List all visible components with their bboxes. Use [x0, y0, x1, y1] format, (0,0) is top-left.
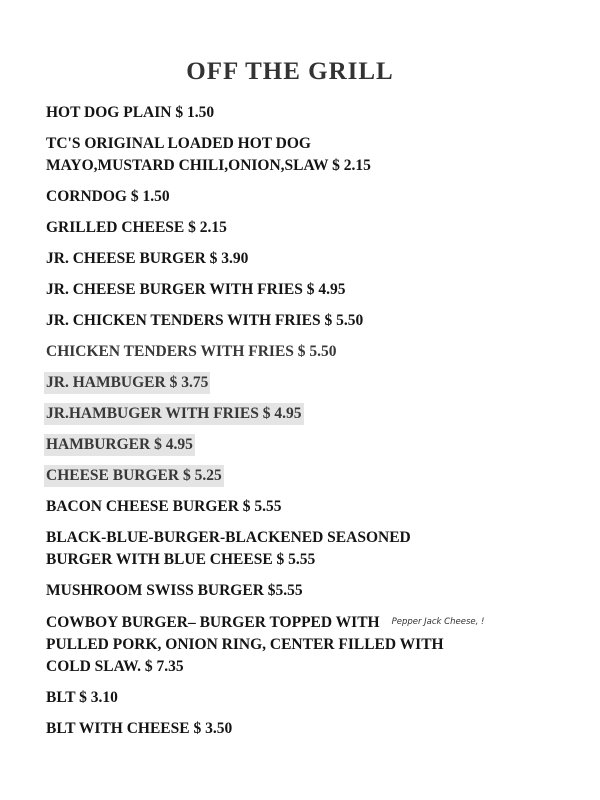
menu-item-jr-hambuger — [46, 372, 591, 394]
menu-item-text: JR. HAMBUGER $ 3.75 — [44, 372, 210, 394]
menu-item-text: HAMBURGER $ 4.95 — [44, 434, 195, 456]
menu-item-text: JR.HAMBUGER WITH FRIES $ 4.95 — [44, 403, 304, 425]
menu-item-text: TC'S ORIGINAL LOADED HOT DOG — [46, 135, 311, 152]
menu-item-text: COLD SLAW. $ 7.35 — [46, 658, 184, 675]
menu-item-text: BLACK-BLUE-BURGER-BLACKENED SEASONED — [46, 529, 411, 546]
handwritten-note: Pepper Jack Cheese, ! — [391, 617, 485, 627]
menu-item-bacon-cheese-burger — [46, 496, 591, 518]
menu-item-text: BURGER WITH BLUE CHEESE $ 5.55 — [46, 551, 316, 568]
menu-item-jr-hambuger-fries — [46, 403, 591, 425]
menu-item-text: MAYO,MUSTARD CHILI,ONION,SLAW $ 2.15 — [46, 157, 371, 174]
menu-item-black-blue-burger — [46, 527, 591, 571]
menu-item-blt-cheese — [46, 718, 591, 740]
menu-item-hamburger — [46, 434, 591, 456]
menu-item-text: GRILLED CHEESE $ 2.15 — [46, 219, 227, 236]
menu-list — [46, 102, 591, 749]
menu-item-text: BLT WITH CHEESE $ 3.50 — [46, 720, 233, 737]
menu-item-text: PULLED PORK, ONION RING, CENTER FILLED WITH — [46, 636, 444, 653]
menu-item-text: CORNDOG $ 1.50 — [46, 188, 170, 205]
menu-item-blt — [46, 687, 591, 709]
menu-item-text: JR. CHICKEN TENDERS WITH FRIES $ 5.50 — [46, 312, 364, 329]
menu-item-cowboy-burger — [46, 611, 591, 678]
page-title: OFF THE GRILL — [186, 58, 394, 85]
menu-item-cheese-burger — [46, 465, 591, 487]
menu-item-loaded-hot-dog — [46, 133, 591, 177]
menu-item-chicken-tenders-fries — [46, 341, 591, 363]
menu-item-mushroom-swiss-burger — [46, 580, 591, 602]
menu-item-text: BLT $ 3.10 — [46, 689, 118, 706]
menu-item-text: JR. CHEESE BURGER WITH FRIES $ 4.95 — [46, 281, 346, 298]
menu-item-jr-cheese-burger — [46, 248, 591, 270]
menu-item-text: CHEESE BURGER $ 5.25 — [44, 465, 224, 487]
menu-item-text: BACON CHEESE BURGER $ 5.55 — [46, 498, 282, 515]
menu-item-text — [46, 611, 591, 634]
menu-item-text: CHICKEN TENDERS WITH FRIES $ 5.50 — [46, 343, 337, 360]
menu-item-hot-dog-plain — [46, 102, 591, 124]
menu-item-corndog — [46, 186, 591, 208]
menu-item-jr-cheese-burger-fries — [46, 279, 591, 301]
menu-item-text: HOT DOG PLAIN $ 1.50 — [46, 104, 215, 121]
menu-item-grilled-cheese — [46, 217, 591, 239]
menu-item-text-part: COWBOY BURGER– BURGER TOPPED WITH — [46, 614, 380, 631]
menu-item-text: MUSHROOM SWISS BURGER $5.55 — [46, 582, 303, 599]
menu-item-text: JR. CHEESE BURGER $ 3.90 — [46, 250, 249, 267]
menu-item-jr-chicken-tenders-fries — [46, 310, 591, 332]
